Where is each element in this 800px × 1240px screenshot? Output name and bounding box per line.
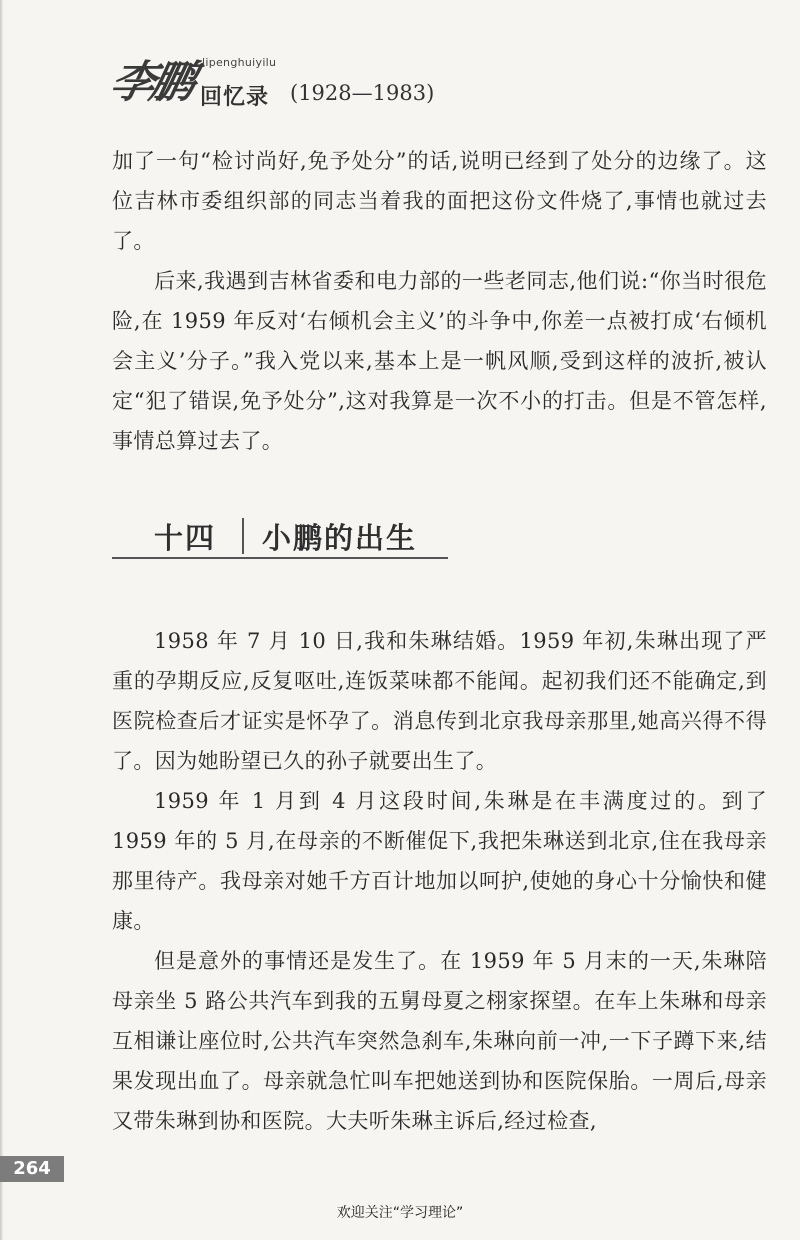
section-text-block [112,621,767,1141]
section-number: 十四 [154,521,217,555]
section-heading [112,512,452,562]
paragraph: 但是意外的事情还是发生了。在 1959 年 5 月末的一天,朱琳陪母亲坐 5 路公共汽车到我的五舅母夏之栩家探望。在车上朱琳和母亲互相谦让座位时,公共汽车突然急刹车,朱琳向前一冲,一下子蹲下来,结果发现出血了。母亲就急忙叫车把她送到协和医院保胎。一周后,母亲又带朱琳到协和医院。大夫听朱琳主诉后,经过检查, [112,949,767,1133]
paragraph: 1958 年 7 月 10 日,我和朱琳结婚。1959 年初,朱琳出现了严重的孕期反应,反复呕吐,连饭菜味都不能闻。起初我们还不能确定,到医院检查后才证实是怀孕了。消息传到北京我母亲那里,她高兴得不得了。因为她盼望已久的孙子就要出生了。 [112,629,767,773]
top-text-block [112,141,767,461]
book-header [105,46,512,116]
header-pinyin: lipenghuiyilu [202,56,277,69]
paragraph: 1959 年 1 月到 4 月这段时间,朱琳是在丰满度过的。到了 1959 年的 5 月,在母亲的不断催促下,我把朱琳送到北京,住在我母亲那里待产。我母亲对她千方百计地加以呵护,使她的身心十分愉快和健康。 [112,789,767,933]
header-years: (1928—1983) [290,81,435,105]
header-title: 回忆录 [200,85,270,110]
paragraph: 后来,我遇到吉林省委和电力部的一些老同志,他们说:“你当时很危险,在 1959 年反对‘右倾机会主义’的斗争中,你差一点被打成‘右倾机会主义’分子。”我入党以来,基本上是一帆风顺,受到这样的波折,被认定“犯了错误,免予处分”,这对我算是一次不小的打击。但是不管怎样,事情总算过去了。 [112,269,767,453]
page-number: 264 [0,1156,64,1182]
section-divider [242,518,244,554]
section-underline [112,557,448,559]
section-title: 小鹏的出生 [262,521,418,555]
footer-caption: 欢迎关注“学习理论” [336,1205,464,1221]
page-edge [0,0,3,1240]
paragraph-continued: 加了一句“检讨尚好,免予处分”的话,说明已经到了处分的边缘了。这位吉林市委组织部的同志当着我的面把这份文件烧了,事情也就过去了。 [112,149,767,253]
author-calligraphy-logo: 李鹏 [105,57,197,108]
